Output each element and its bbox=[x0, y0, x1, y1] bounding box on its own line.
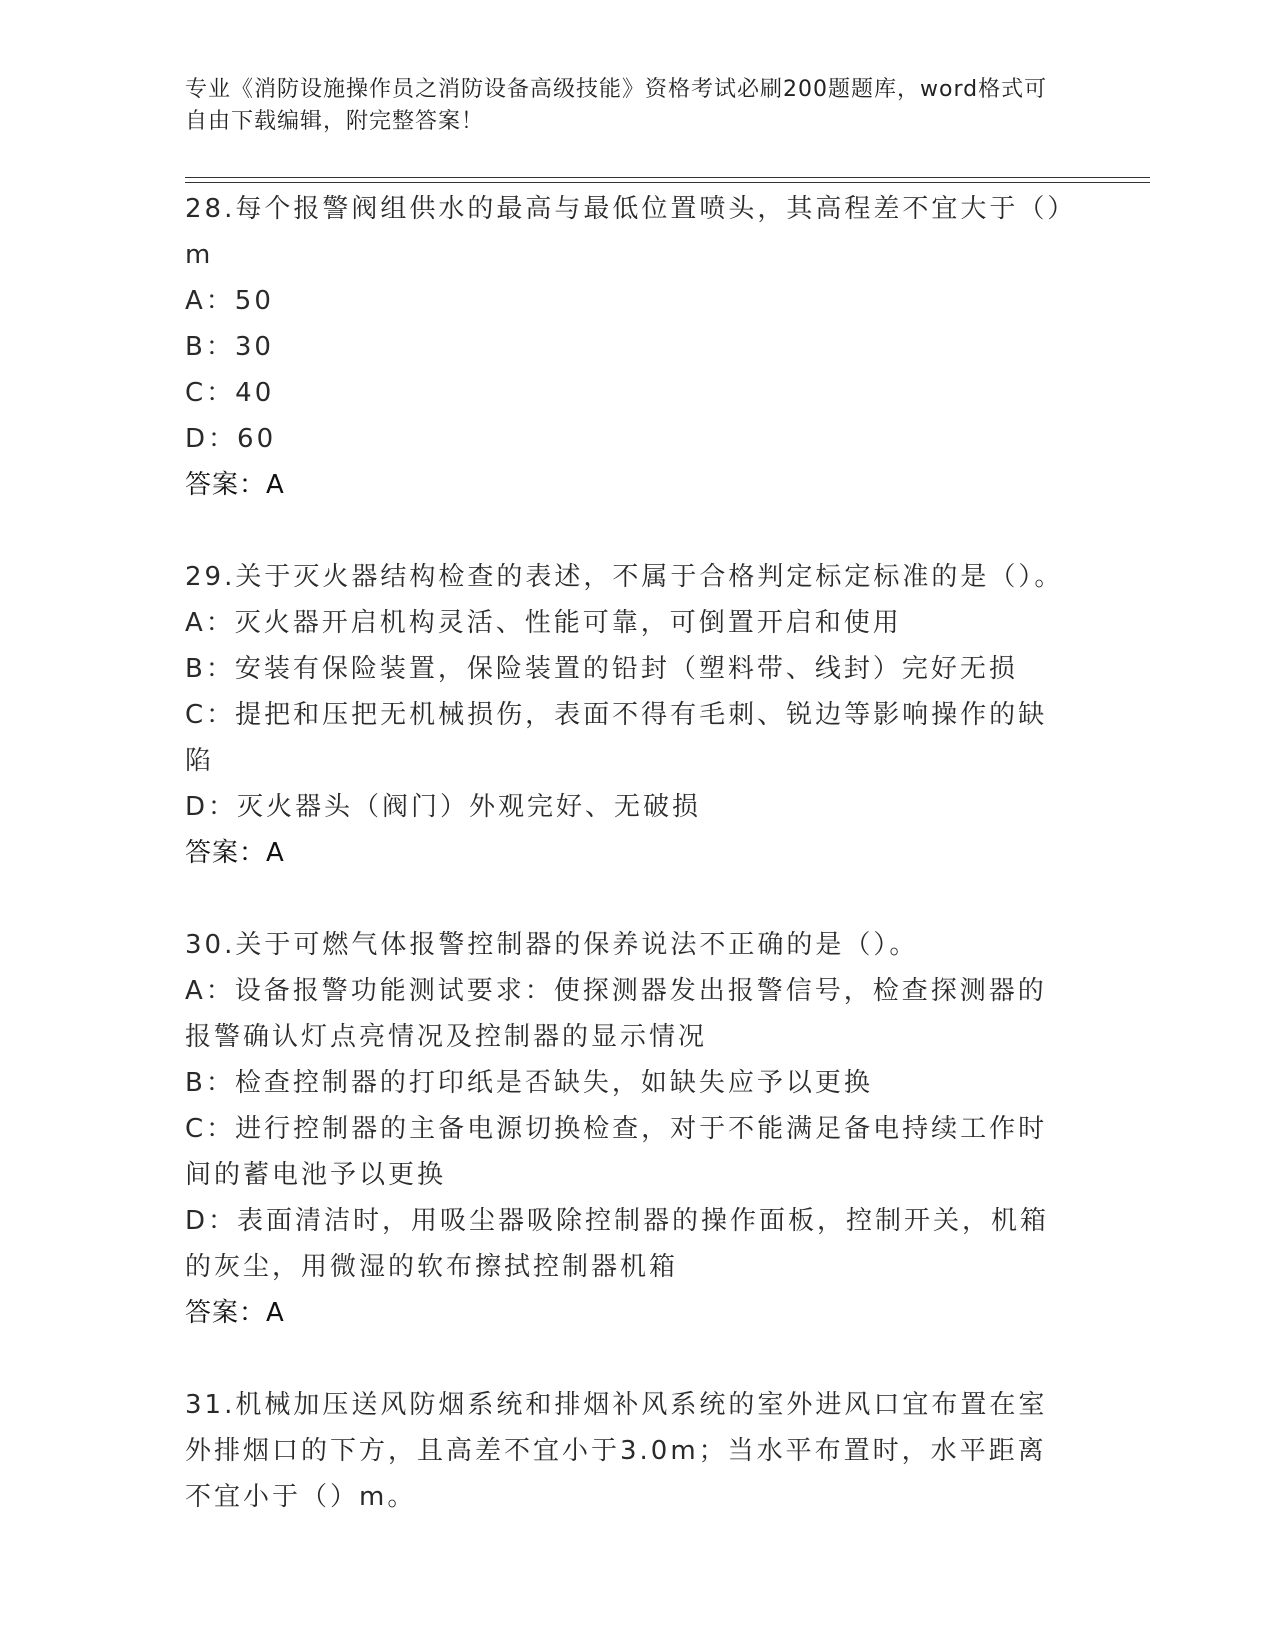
option-a: A：灭火器开启机构灵活、性能可靠，可倒置开启和使用 bbox=[185, 608, 902, 638]
answer-line: 答案：A bbox=[185, 1298, 285, 1328]
question-stem: 29.关于灭火器结构检查的表述，不属于合格判定标定标准的是（）。 bbox=[185, 562, 1064, 592]
option-a: A：50 bbox=[185, 286, 274, 316]
question-stem: 28.每个报警阀组供水的最高与最低位置喷头，其高程差不宜大于（）m bbox=[185, 194, 1064, 270]
option-c: C：提把和压把无机械损伤，表面不得有毛刺、锐边等影响操作的缺陷 bbox=[185, 700, 1048, 776]
header-divider-bottom bbox=[185, 182, 1150, 183]
question-30 bbox=[185, 922, 1065, 1336]
question-stem: 31.机械加压送风防烟系统和排烟补风系统的室外进风口宜布置在室外排烟口的下方，且高差不宜小于3.0m；当水平布置时，水平距离不宜小于（）m。 bbox=[185, 1390, 1048, 1512]
option-c: C：进行控制器的主备电源切换检查，对于不能满足备电持续工作时间的蓄电池予以更换 bbox=[185, 1114, 1048, 1190]
answer-line: 答案：A bbox=[185, 470, 285, 500]
question-spacer bbox=[185, 1336, 1065, 1382]
option-b: B：30 bbox=[185, 332, 274, 362]
option-d: D：灭火器头（阀门）外观完好、无破损 bbox=[185, 792, 702, 822]
header-divider-top bbox=[185, 177, 1150, 178]
option-a: A：设备报警功能测试要求：使探测器发出报警信号，检查探测器的报警确认灯点亮情况及控制器的显示情况 bbox=[185, 976, 1047, 1052]
option-d: D：表面清洁时，用吸尘器吸除控制器的操作面板，控制开关，机箱的灰尘，用微湿的软布擦拭控制器机箱 bbox=[185, 1206, 1050, 1282]
option-b: B：安装有保险装置，保险装置的铅封（塑料带、线封）完好无损 bbox=[185, 654, 1018, 684]
question-stem: 30.关于可燃气体报警控制器的保养说法不正确的是（）。 bbox=[185, 930, 919, 960]
option-c: C：40 bbox=[185, 378, 275, 408]
answer-line: 答案：A bbox=[185, 838, 285, 868]
option-b: B：检查控制器的打印纸是否缺失，如缺失应予以更换 bbox=[185, 1068, 873, 1098]
document-header: 专业《消防设施操作员之消防设备高级技能》资格考试必刷200题题库，word格式可自由下载编辑，附完整答案！ bbox=[185, 77, 1048, 134]
question-29 bbox=[185, 554, 1065, 876]
question-spacer bbox=[185, 876, 1065, 922]
question-31 bbox=[185, 1382, 1065, 1520]
question-28 bbox=[185, 186, 1065, 508]
question-spacer bbox=[185, 508, 1065, 554]
question-list bbox=[185, 186, 1065, 1520]
option-d: D：60 bbox=[185, 424, 277, 454]
